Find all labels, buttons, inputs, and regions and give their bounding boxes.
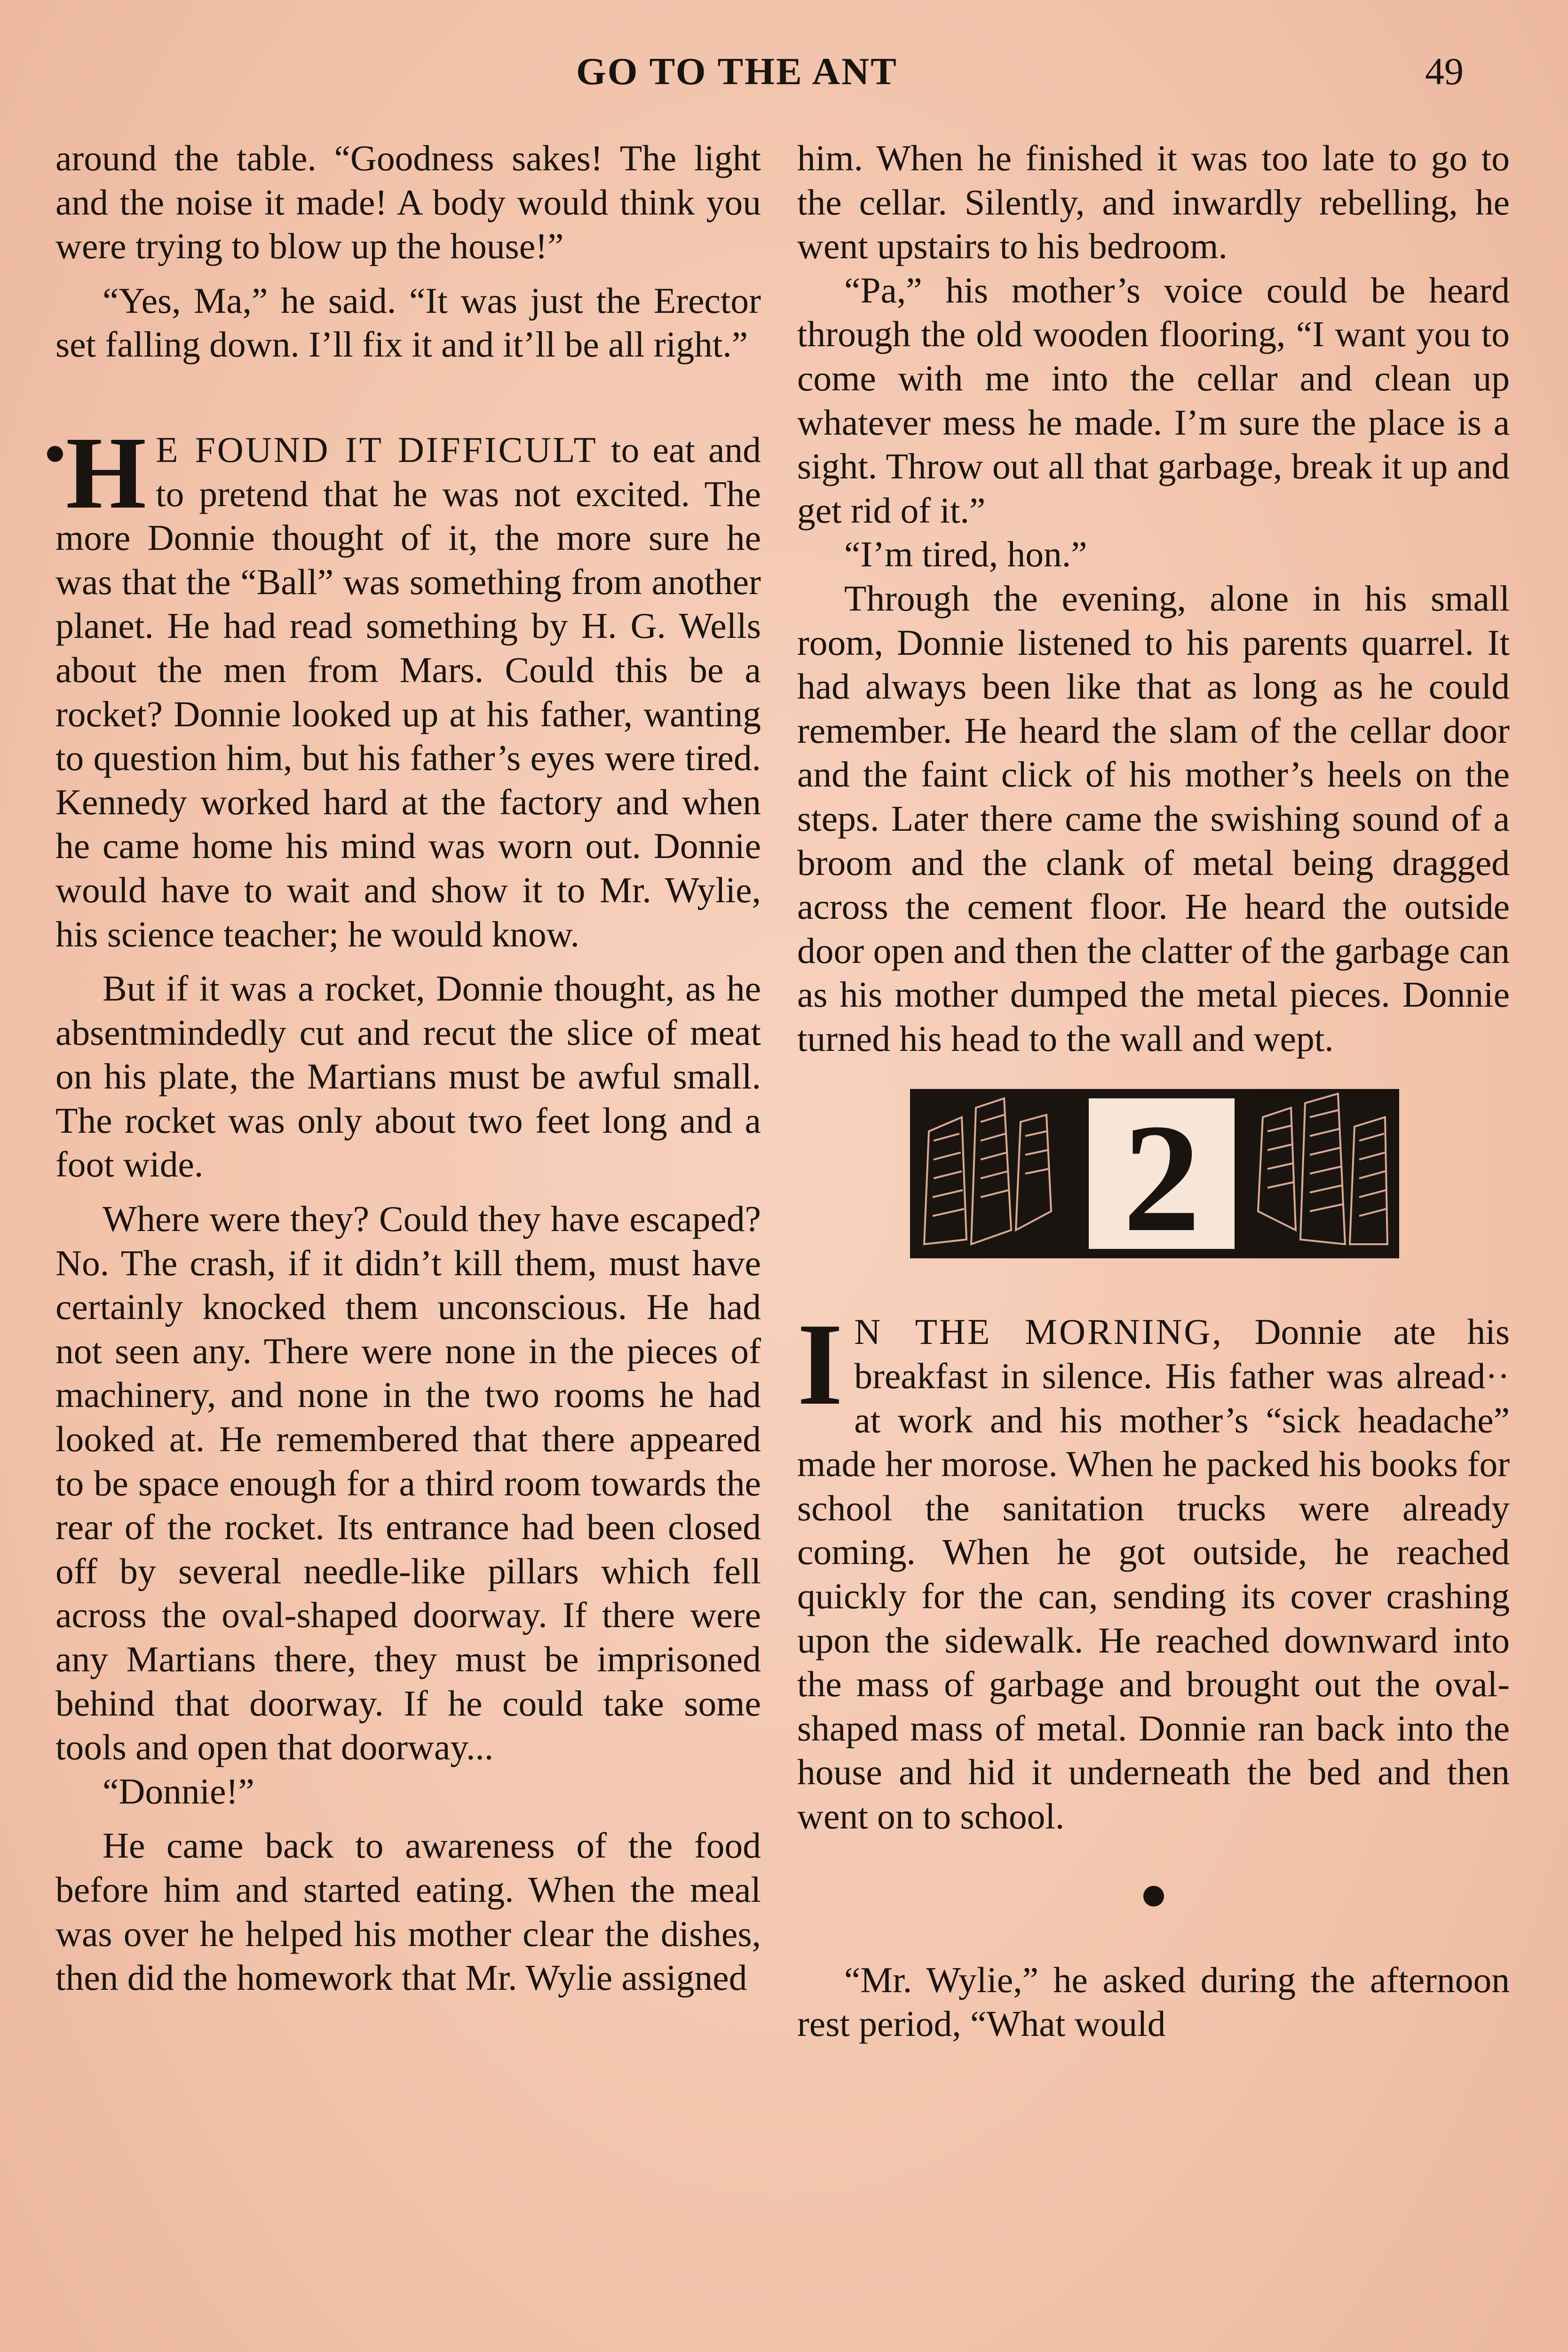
paragraph: Through the evening, alone in his small room, Donnie listened to his parents quarrel. It had always been like that as long as he could remember. He heard the slam of the cellar door and the faint click of his mother’s heels on the steps. Later there came the swishing sound of a broom and the clank of metal being dragged across the cement floor. He heard the outside door open and then the clatter of the garbage can as his mother dumped the metal pieces. Donnie turned his head to the wall and wept.	[797, 578, 1510, 1059]
paragraph: him. When he finished it was too late to go to the cellar. Silently, and inwardly rebelling, he went upstairs to his bedroom.	[797, 138, 1510, 267]
running-head	[0, 45, 1568, 101]
paragraph: “Pa,” his mother’s voice could be heard through the old wooden flooring, “I want you to come with me into the cellar and clean up whatever mess he made. I’m sure the place is a sight. Throw out all that garbage, break it up and get rid of it.”	[797, 270, 1510, 531]
drop-cap-h: H	[55, 433, 146, 513]
paragraph: Where were they? Could they have escaped? No. The crash, if it didn’t kill them, must have certainly knocked them unconscious. He had not seen any. There were none in the pieces of machinery, and none in the two rooms he had looked at. He remembered that there appeared to be space enough for a third room towards the rear of the rocket. Its entrance had been closed off by several needle-like pillars which fell across the oval-shaped doorway. If there were any Martians there, they must be imprisoned behind that doorway. If he could take some tools and open that doorway...	[55, 1199, 761, 1768]
paragraph-text: Donnie ate his breakfast in silence. His father was alread·· at work and his mother’s “sick headache” made her morose. When he packed his books for school the sanitation trucks were already coming. When he got outside, he reached quickly for the can, sending its cover crashing upon the sidewalk. He reached downward into the mass of garbage and brought out the oval-shaped mass of metal. Donnie ran back into the house and hid it underneath the bed and then went on to school.	[797, 1311, 1510, 1836]
section-opening-paragraph	[55, 415, 761, 956]
section-break-bullet	[1143, 1886, 1164, 1907]
paragraph: around the table. “Goodness sakes! The light and the noise it made! A body would think you were trying to blow up the house!”	[55, 138, 761, 267]
paragraph: But if it was a rocket, Donnie thought, as he absentmindedly cut and recut the slice of meat on his plate, the Martians must be awful small. The rocket was only about two feet long and a foot wide.	[55, 968, 761, 1185]
paragraph: “Mr. Wylie,” he asked during the afternoon rest period, “What would	[797, 1959, 1510, 2044]
paragraph: “I’m tired, hon.”	[844, 534, 1087, 575]
running-title: GO TO THE ANT	[576, 50, 898, 93]
paragraph: “Donnie!”	[103, 1771, 254, 1812]
lead-in-caps: E FOUND IT DIFFICULT	[156, 429, 598, 470]
drop-cap-i: I	[797, 1299, 843, 1430]
left-column	[55, 136, 761, 2000]
chapter-two-illustration	[910, 1089, 1399, 1258]
chapter-heading	[797, 1089, 1510, 1310]
section-opening-paragraph	[797, 1299, 1510, 1838]
page-number: 49	[1425, 50, 1464, 93]
chapter-number: 2	[1123, 1092, 1201, 1259]
paragraph: “Yes, Ma,” he said. “It was just the Erector set falling down. I’ll fix it and it’ll be all right.”	[55, 280, 761, 365]
lead-in-caps: N THE MORNING,	[854, 1311, 1223, 1352]
right-column	[797, 136, 1510, 2046]
paragraph-text: to eat and to pretend that he was not excited. The more Donnie thought of it, the more sure he was that the “Ball” was something from another planet. He had read something by H. G. Wells about the men from Mars. Could this be a rocket? Donnie looked up at his father, wanting to question him, but his father’s eyes were tired. Kennedy worked hard at the factory and when he came home his mind was worn out. Donnie would have to wait and show it to Mr. Wylie, his science teacher; he would know.	[55, 429, 761, 954]
paragraph: He came back to awareness of the food before him and started eating. When the meal was over he helped his mother clear the dishes, then did the homework that Mr. Wylie assigned	[55, 1825, 761, 1998]
